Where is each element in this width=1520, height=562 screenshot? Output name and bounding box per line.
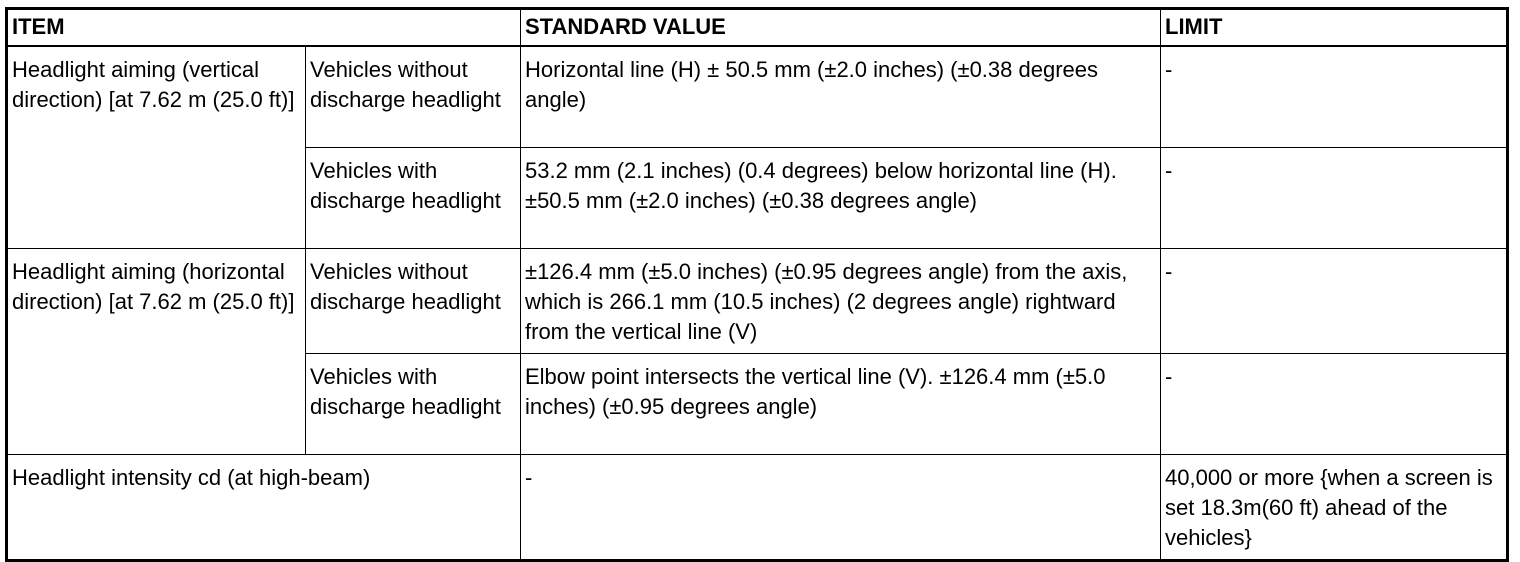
table-row [7, 249, 1508, 354]
standard-value-cell: - [521, 455, 1161, 561]
header-item: ITEM [7, 9, 521, 47]
header-standard-value: STANDARD VALUE [521, 9, 1161, 47]
limit-cell: 40,000 or more {when a screen is set 18.3m(60 ft) ahead of the vehicles} [1161, 455, 1508, 561]
standard-value-cell: Horizontal line (H) ± 50.5 mm (±2.0 inches) (±0.38 degrees angle) [521, 46, 1161, 148]
condition-cell: Vehicles without discharge headlight [306, 46, 521, 148]
limit-cell: - [1161, 249, 1508, 354]
headlight-spec-table [5, 7, 1509, 562]
header-limit: LIMIT [1161, 9, 1508, 47]
item-cell: Headlight aiming (horizontal direction) [at 7.62 m (25.0 ft)] [7, 249, 306, 455]
item-cell: Headlight intensity cd (at high-beam) [7, 455, 521, 561]
table-header-row [7, 9, 1508, 47]
table-row [7, 455, 1508, 561]
limit-cell: - [1161, 354, 1508, 455]
condition-cell: Vehicles with discharge headlight [306, 148, 521, 249]
condition-cell: Vehicles without discharge headlight [306, 249, 521, 354]
standard-value-cell: ±126.4 mm (±5.0 inches) (±0.95 degrees angle) from the axis, which is 266.1 mm (10.5 inches) (2 degrees angle) rightward from the vertical line (V) [521, 249, 1161, 354]
limit-cell: - [1161, 148, 1508, 249]
limit-cell: - [1161, 46, 1508, 148]
item-cell: Headlight aiming (vertical direction) [at 7.62 m (25.0 ft)] [7, 46, 306, 249]
standard-value-cell: 53.2 mm (2.1 inches) (0.4 degrees) below horizontal line (H). ±50.5 mm (±2.0 inches) (±0.38 degrees angle) [521, 148, 1161, 249]
standard-value-cell: Elbow point intersects the vertical line (V). ±126.4 mm (±5.0 inches) (±0.95 degrees angle) [521, 354, 1161, 455]
condition-cell: Vehicles with discharge headlight [306, 354, 521, 455]
table-row [7, 46, 1508, 148]
